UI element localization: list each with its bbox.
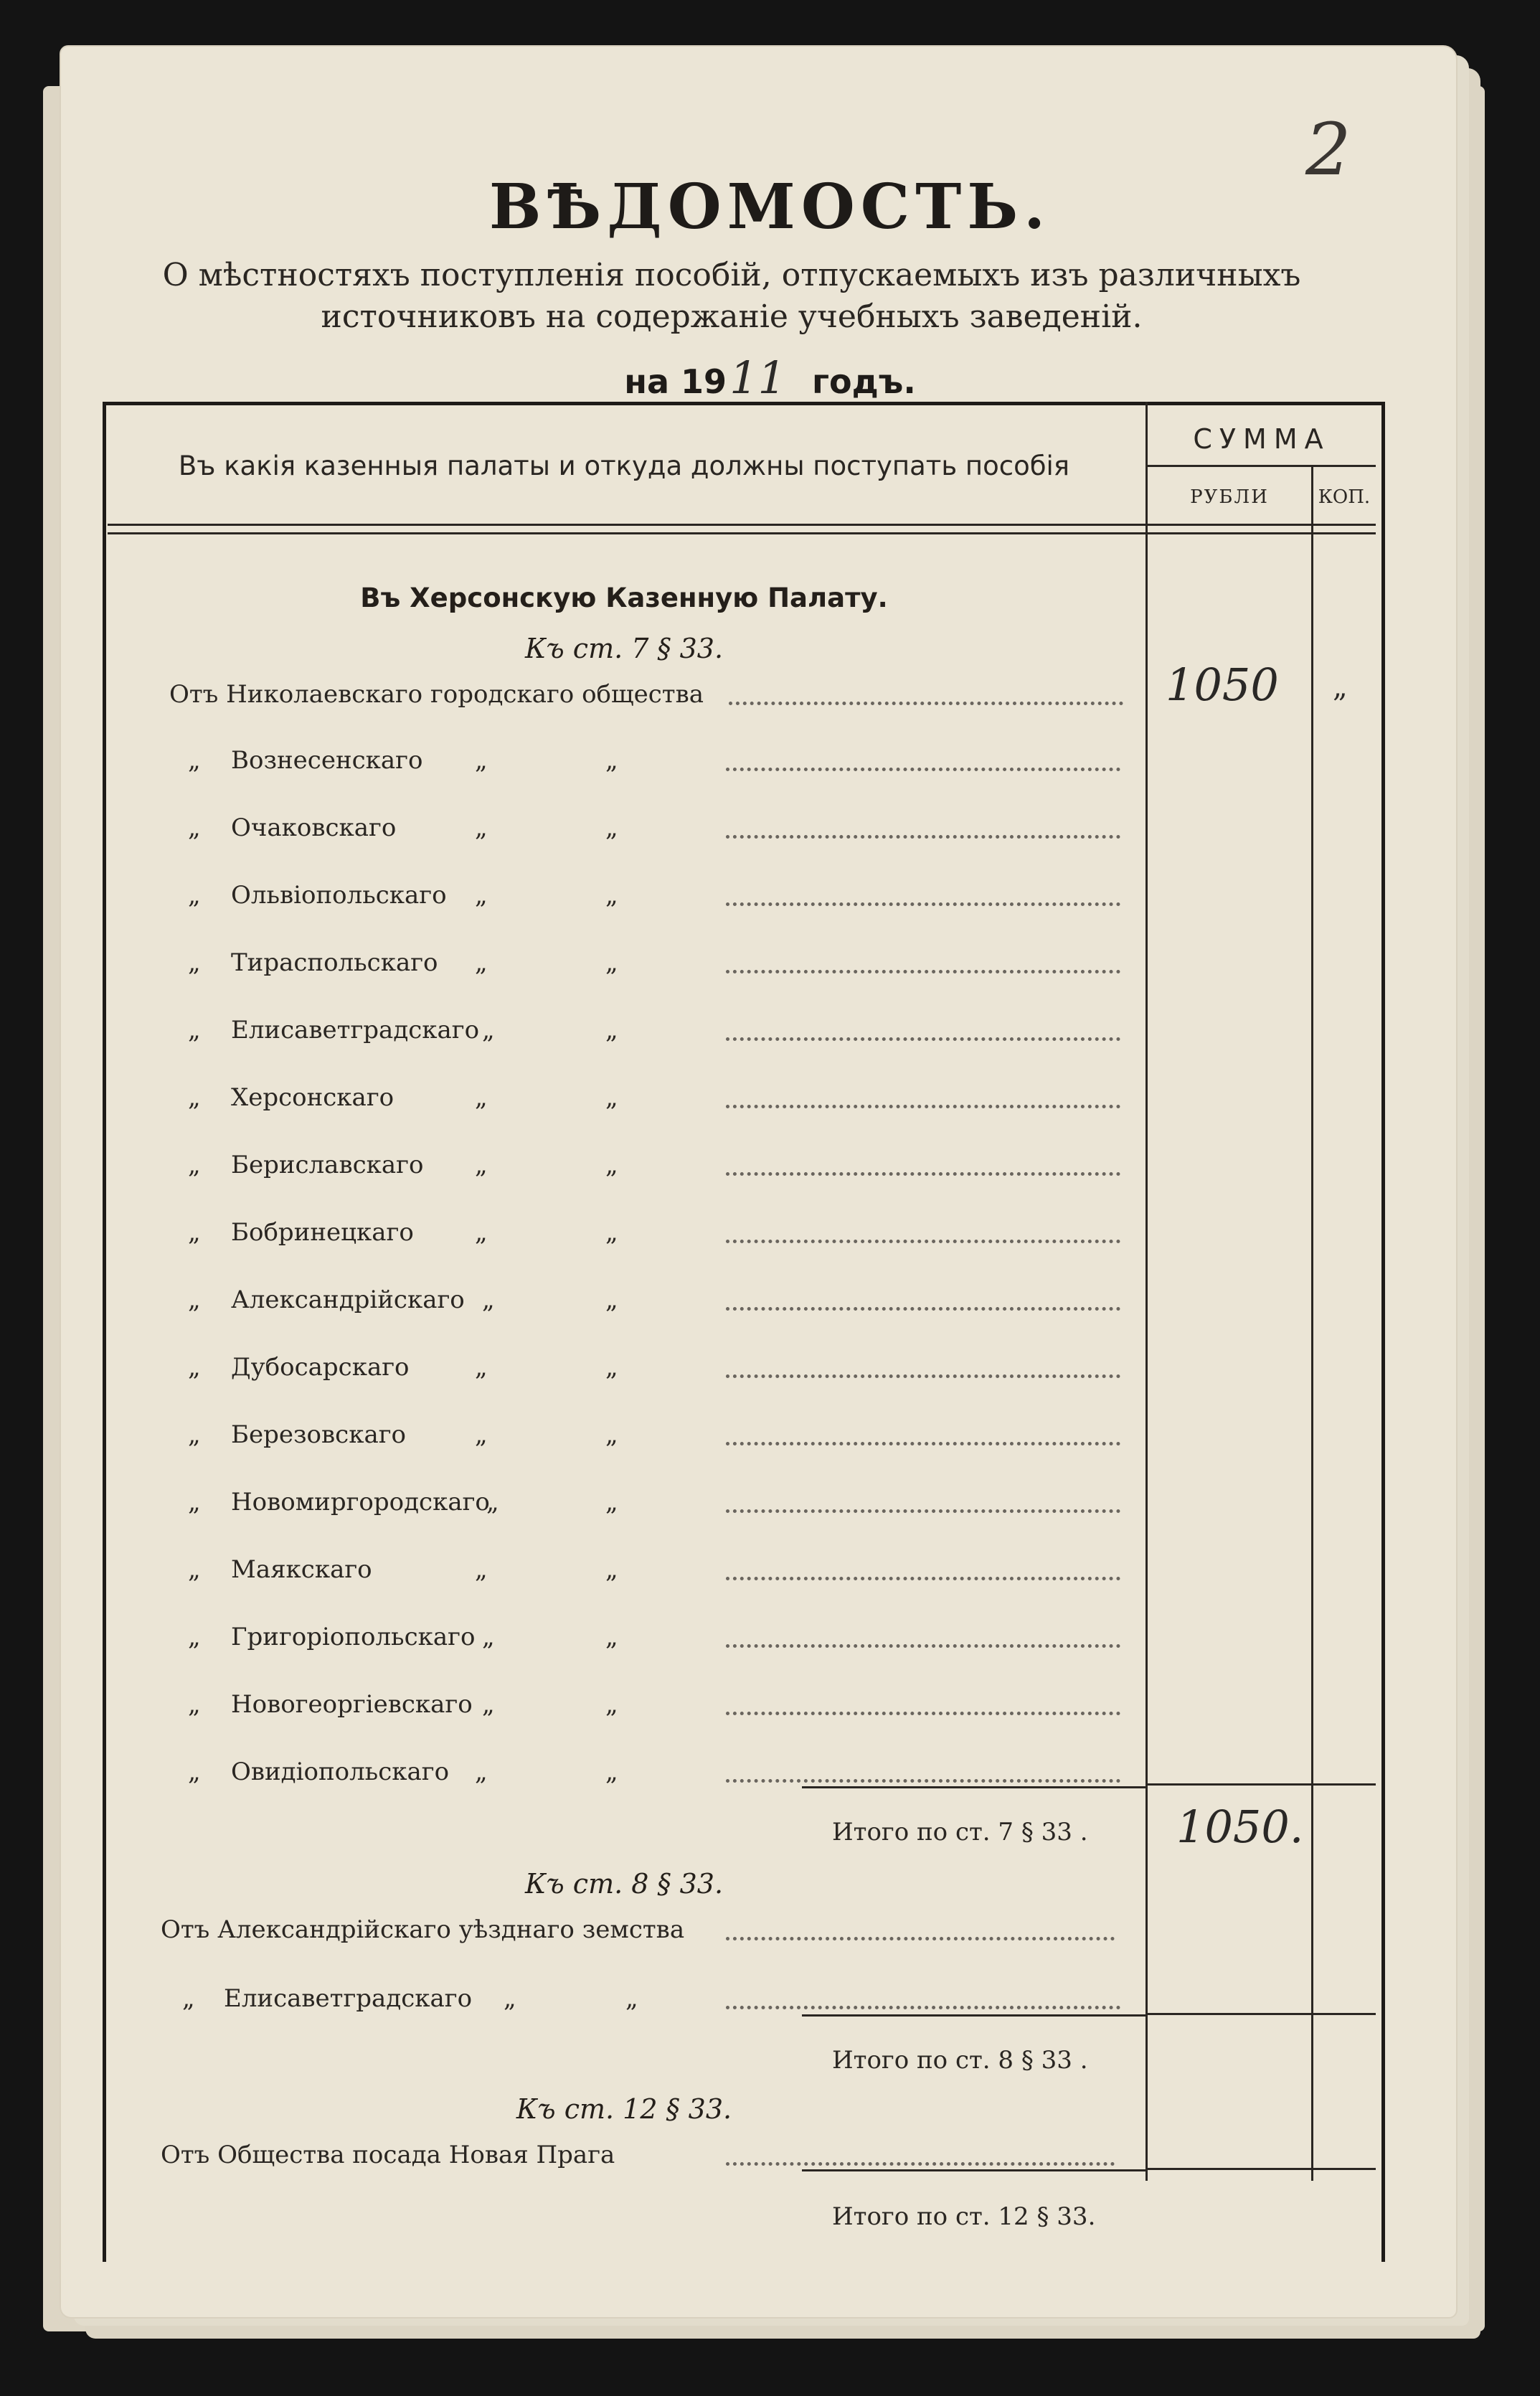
row-label: Дубосарскаго xyxy=(231,1353,410,1382)
column-divider-kop xyxy=(1311,465,1313,2181)
year-prefix: на 19 xyxy=(624,362,727,401)
amount-rub: 1050 xyxy=(1166,659,1279,711)
subtotal-rule-sum xyxy=(1148,1783,1376,1786)
table-row: „ Бериславскаго „ „ xyxy=(166,1151,1128,1187)
table-row: „ Новомиргородскаго „ „ xyxy=(166,1488,1128,1524)
subtitle-line-1: О мѣстностяхъ поступленія пособій, отпускаемыхъ изъ различныхъ xyxy=(162,257,1301,293)
sum-header-rule xyxy=(1148,465,1376,467)
year-handwritten: 11 xyxy=(727,352,812,405)
table-row: „ Овидіопольскаго „ „ xyxy=(166,1758,1128,1793)
header-rule-2 xyxy=(108,532,1376,534)
article-heading: Къ ст. 7 § 33. xyxy=(524,633,724,664)
table-row: „ Ольвіопольскаго „ „ xyxy=(166,881,1128,917)
table-row: „ Березовскаго „ „ xyxy=(166,1420,1128,1456)
row-label: Тираспольскаго xyxy=(231,948,438,977)
document-subtitle xyxy=(143,255,1320,338)
subtotal-rule-sum xyxy=(1148,2013,1376,2015)
document-title: ВѢДОМОСТЬ. xyxy=(488,171,1052,243)
subtotal-rule xyxy=(802,1786,1146,1788)
row-label: Отъ Николаевскаго городскаго общества xyxy=(169,680,704,709)
row-label: Овидіопольскаго xyxy=(231,1758,450,1786)
row-label: Очаковскаго xyxy=(231,813,397,842)
row-label: Березовскаго xyxy=(231,1420,406,1449)
table-row: „ Елисаветградскаго „ „ xyxy=(166,1016,1128,1052)
column-divider-sum xyxy=(1145,402,1148,2181)
subtotal-label: Итого по ст. 12 § 33. xyxy=(832,2202,1096,2231)
row-label: Отъ Общества посада Новая Прага xyxy=(161,2141,615,2169)
leader-dots xyxy=(729,680,1123,705)
table-row: „ Новогеоргіевскаго „ „ xyxy=(166,1690,1128,1726)
subtotal-rule-sum xyxy=(1148,2168,1376,2170)
table-row: „ Александрійскаго „ „ xyxy=(166,1286,1128,1321)
table-row: „ Дубосарскаго „ „ xyxy=(166,1353,1128,1389)
subtotal-label: Итого по ст. 8 § 33 . xyxy=(832,2046,1088,2075)
row-label: Маякскаго xyxy=(231,1555,372,1584)
subtitle-line-2: источниковъ на содержаніе учебныхъ заведеній. xyxy=(321,298,1143,335)
subtotal-rule xyxy=(802,2169,1146,2171)
table-row: „ Бобринецкаго „ „ xyxy=(166,1218,1128,1254)
row-label: Александрійскаго xyxy=(231,1286,465,1314)
subtotal-amount: 1050. xyxy=(1176,1801,1304,1853)
article-heading: Къ ст. 12 § 33. xyxy=(516,2093,732,2125)
table-row xyxy=(169,680,1130,716)
table-row: „ Маякскаго „ „ xyxy=(166,1555,1128,1591)
row-label: Новогеоргіевскаго xyxy=(231,1690,473,1719)
section-title: Въ Херсонскую Казенную Палату. xyxy=(360,583,888,613)
amount-kop: „ xyxy=(1333,671,1348,704)
table-row: „ Вознесенскаго „ „ xyxy=(166,746,1128,782)
year-suffix: годъ. xyxy=(811,362,916,401)
row-label: Бериславскаго xyxy=(231,1151,424,1179)
table-row xyxy=(161,1915,1122,1951)
row-label: Вознесенскаго xyxy=(231,746,423,775)
table-row: „ Тираспольскаго „ „ xyxy=(166,948,1128,984)
article-heading: Къ ст. 8 § 33. xyxy=(524,1868,724,1900)
row-label: Отъ Александрійскаго уѣзднаго земства xyxy=(161,1915,685,1944)
row-label: Херсонскаго xyxy=(231,1083,395,1112)
table-row: „ Херсонскаго „ „ xyxy=(166,1083,1128,1119)
header-rule-1 xyxy=(108,524,1376,526)
header-kop-label: КОП. xyxy=(1318,486,1371,508)
folio-number: 2 xyxy=(1305,108,1351,192)
header-rub-label: РУБЛИ xyxy=(1190,486,1269,508)
table-row: „ Очаковскаго „ „ xyxy=(166,813,1128,849)
subtotal-rule xyxy=(802,2014,1146,2017)
row-label: Ольвіопольскаго xyxy=(231,881,447,910)
row-label: Бобринецкаго xyxy=(231,1218,414,1247)
row-label: Новомиргородскаго xyxy=(231,1488,490,1517)
row-label: Григоріопольскаго xyxy=(231,1623,476,1651)
row-label: Елисаветградскаго xyxy=(224,1984,473,2013)
subtotal-label: Итого по ст. 7 § 33 . xyxy=(832,1818,1088,1846)
row-label: Елисаветградскаго xyxy=(231,1016,480,1044)
header-left-label: Въ какія казенныя палаты и откуда должны поступать пособія xyxy=(178,451,1070,481)
year-line xyxy=(0,352,1540,404)
table-row: „ Григоріопольскаго „ „ xyxy=(166,1623,1128,1659)
header-sum-label: СУММА xyxy=(1193,423,1331,455)
table-row: „ Елисаветградскаго „ „ xyxy=(166,1984,1128,2020)
